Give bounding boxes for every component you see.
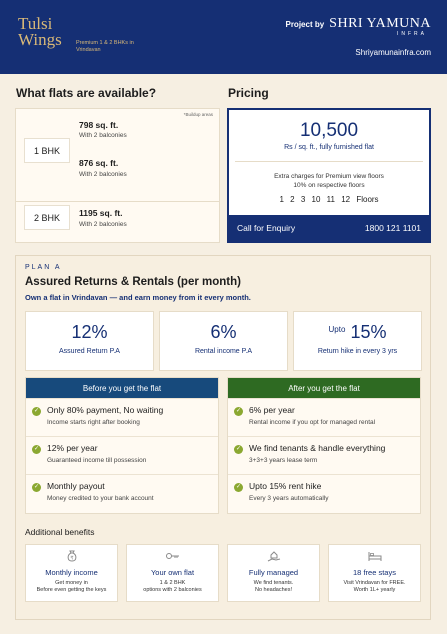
benefit-card-monthly-income [25,544,118,602]
logo-title-line1: Tulsi [18,14,53,33]
flat-size: 1195 sq. ft. [79,208,123,218]
brand-name: SHRI YAMUNA [329,16,431,31]
check-icon: ✓ [33,446,40,452]
enquiry-phone[interactable]: 1800 121 1101 [364,223,421,233]
stat-return-hike [293,311,422,371]
key-icon [127,549,218,563]
stat-rental-income [159,311,288,371]
floors-label: Floors [356,195,379,204]
price-unit: Rs / sq. ft., fully furnished flat [284,144,374,151]
extra-charges-line2: 10% on respective floors [293,182,365,189]
benefit-card-desc-line1: Get money in [55,580,88,586]
benefit-card-fully-managed [227,544,320,602]
stat-assured-return [25,311,154,371]
flat-balconies: With 2 balconies [79,221,127,228]
benefit-subtitle: Guaranteed income till possession [47,457,147,464]
benefit-card-desc-line1: We find tenants. [253,580,294,586]
stat-label: Return hike in every 3 yrs [317,348,398,355]
benefit-card-desc [331,580,418,594]
benefit-card-desc [129,580,216,594]
stat-prefix: Upto [328,325,346,334]
stat-label: Assured Return P.A [59,348,120,355]
benefit-row [228,436,420,474]
price-divider [235,161,423,162]
benefit-card-desc [230,580,317,594]
logo-title-line2: Wings [18,30,62,49]
money-bag-icon [26,549,117,563]
plan-title: Assured Returns & Rentals (per month) [25,276,241,288]
stat-value [26,322,153,343]
floor-number: 1 [279,195,284,204]
floor-number: 3 [300,195,306,204]
check-icon: ✓ [235,446,242,452]
stat-number: 12% [71,322,108,342]
flat-size: 798 sq. ft. [79,120,119,130]
extra-charges-line1: Extra charges for Premium view floors [274,173,384,180]
benefit-row [26,398,218,436]
flat-balconies: With 2 balconies [79,132,127,139]
stat-number: 15% [350,322,387,342]
benefit-title: Monthly payout [47,481,105,491]
benefit-card-desc-line1: 1 & 2 BHK [159,580,186,586]
benefit-title: Only 80% payment, No waiting [47,405,164,415]
check-icon: ✓ [235,408,242,414]
benefit-card-desc-line2: Before even getting the keys [36,587,107,593]
benefit-title: 6% per year [249,405,295,415]
pricing-section-title: Pricing [228,86,269,100]
stat-value [294,322,421,343]
premium-floors [229,195,429,204]
after-column-header: After you get the flat [228,378,420,398]
benefit-card-title: Fully managed [248,568,299,577]
flats-card [15,108,220,243]
bhk-badge-1: 1 BHK [24,138,70,163]
benefit-card-title: Your own flat [150,568,195,577]
benefit-card-desc-line2: No headaches! [255,587,292,593]
benefit-subtitle: Income starts right after booking [47,419,140,426]
check-icon: ✓ [235,484,242,490]
logo-subtitle: Premium 1 & 2 BHKs in Vrindavan [76,40,134,53]
stat-label: Rental income P.A [194,348,253,355]
floor-number: 10 [311,195,321,204]
call-enquiry-button[interactable] [229,215,429,241]
benefit-row [26,474,218,512]
benefit-card-desc-line1: Visit Vrindavan for FREE. [343,580,406,586]
flats-divider [16,201,219,202]
benefit-card-desc-line2: options with 2 balconies [143,587,202,593]
project-by-block [285,16,431,57]
benefit-card-desc-line2: Worth 1L+ yearly [353,587,396,593]
after-flat-column [227,377,421,514]
plan-a-section [15,255,431,620]
svg-text:₹: ₹ [69,555,74,562]
brand-sub: INFRA [397,31,427,37]
benefit-title: We find tenants & handle everything [249,443,386,453]
tulsi-wings-logo [18,14,134,53]
benefit-card-title: Monthly income [45,568,98,577]
benefit-card-desc [28,580,115,594]
benefit-subtitle: Money credited to your bank account [47,495,154,502]
benefit-row [26,436,218,474]
project-by-label: Project by [285,20,325,29]
benefit-subtitle: Rental income if you opt for managed rental [249,419,376,426]
before-flat-column [25,377,219,514]
benefit-title: Upto 15% rent hike [249,481,322,491]
flats-section-title: What flats are available? [16,86,157,100]
floor-number: 12 [341,195,351,204]
floor-number: 11 [326,195,335,204]
header-bar [0,0,447,74]
flat-balconies: With 2 balconies [79,171,127,178]
benefit-row [228,474,420,512]
benefit-subtitle: 3+3+3 years lease term [249,457,318,464]
website-link[interactable]: Shriyamunainfra.com [355,48,431,57]
bed-icon [329,549,420,563]
hand-home-icon [228,549,319,563]
benefit-card-own-flat [126,544,219,602]
plan-subtitle: Own a flat in Vrindavan — and earn money from it every month. [25,293,251,302]
bhk-badge-2: 2 BHK [24,205,70,230]
benefit-card-free-stays [328,544,421,602]
before-column-header: Before you get the flat [26,378,218,398]
benefit-title: 12% per year [47,443,98,453]
stat-value [160,322,287,343]
buildup-note: *Buildup areas [183,112,213,117]
additional-benefits-title: Additional benefits [25,527,95,537]
plan-tag: PLAN A [25,264,62,271]
stat-number: 6% [210,322,237,342]
price-value: 10,500 [299,120,359,141]
pricing-card [227,108,431,243]
enquiry-label: Call for Enquiry [237,223,296,233]
check-icon: ✓ [33,408,40,414]
flat-size: 876 sq. ft. [79,158,119,168]
benefit-card-title: 18 free stays [353,568,396,577]
check-icon: ✓ [33,484,40,490]
benefit-subtitle: Every 3 years automatically [249,495,329,502]
floor-number: 2 [290,195,295,204]
benefit-row [228,398,420,436]
